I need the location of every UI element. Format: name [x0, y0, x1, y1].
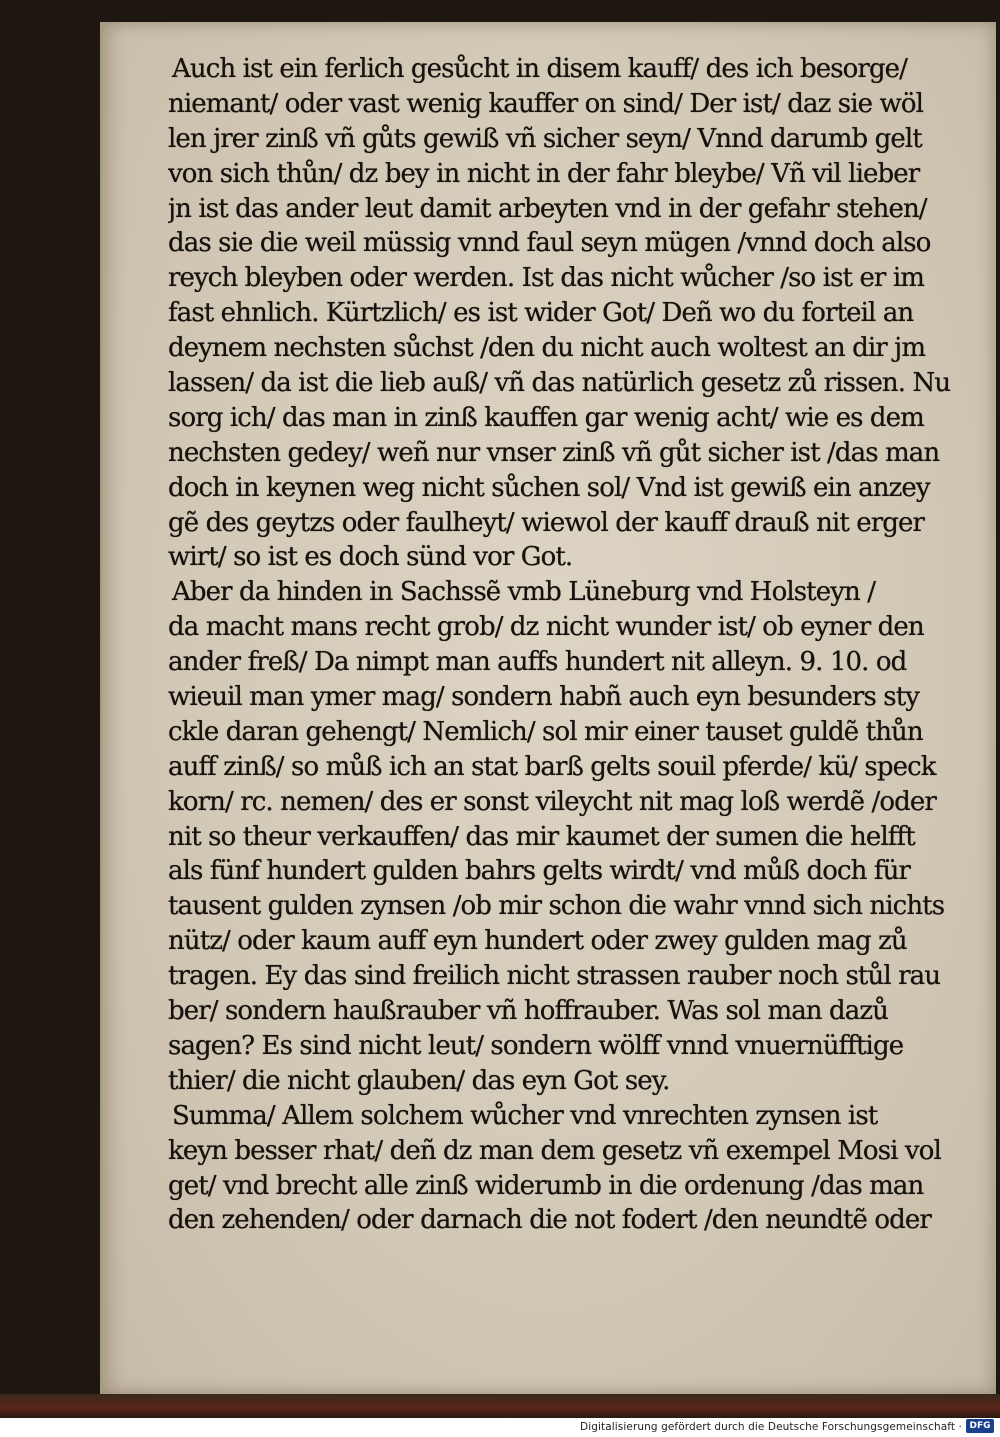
text-line: deynem nechsten sůchst /den du nicht auch woltest an dir jm: [168, 333, 926, 364]
text-line: als fünf hundert gulden bahrs gelts wirdt/ vnd můß doch für: [168, 856, 910, 887]
text-line: ber/ sondern haußrauber vñ hoffrauber. Was sol man dazů: [168, 996, 889, 1027]
text-line: tausent gulden zynsen /ob mir schon die wahr vnnd sich nichts: [168, 891, 945, 922]
text-line: wirt/ so ist es doch sünd vor Got.: [168, 542, 573, 573]
text-line: nechsten gedey/ weñ nur vnser zinß vñ gůt sicher ist /das man: [168, 437, 940, 468]
text-line: ander freß/ Da nimpt man auffs hundert nit alleyn. 9. 10. od: [168, 647, 907, 678]
text-line: len jrer zinß vñ gůts gewiß vñ sicher seyn/ Vnnd darumb gelt: [168, 123, 922, 154]
text-line: reych bleyben oder werden. Ist das nicht wůcher /so ist er im: [168, 263, 924, 294]
text-line: get/ vnd brecht alle zinß widerumb in die ordenung /das man: [168, 1170, 924, 1201]
text-line: jn ist das ander leut damit arbeyten vnd in der gefahr stehen/: [168, 193, 927, 224]
text-line: gẽ des geytzs oder faulheyt/ wiewol der kauff drauß nit erger: [168, 507, 925, 538]
text-line: sorg ich/ das man in zinß kauffen gar wenig acht/ wie es dem: [168, 402, 924, 433]
text-line: niemant/ oder vast wenig kauffer on sind/ Der ist/ daz sie wöl: [168, 88, 924, 119]
text-line: sagen? Es sind nicht leut/ sondern wölff vnnd vnuernüfftige: [168, 1030, 904, 1061]
text-line: wieuil man ymer mag/ sondern habñ auch eyn besunders sty: [168, 682, 920, 713]
text-line: thier/ die nicht glauben/ das eyn Got sey.: [168, 1065, 670, 1096]
text-line: da macht mans recht grob/ dz nicht wunder ist/ ob eyner den: [168, 612, 924, 643]
text-line: Aber da hinden in Sachssẽ vmb Lüneburg vnd Holsteyn /: [172, 577, 876, 608]
text-line: tragen. Ey das sind freilich nicht strassen rauber noch stůl rau: [168, 961, 941, 992]
text-line: das sie die weil müssig vnnd faul seyn mügen /vnnd doch also: [168, 228, 931, 259]
text-line: nit so theur verkauffen/ das mir kaumet der sumen die helfft: [168, 821, 915, 852]
text-line: Summa/ Allem solchem wůcher vnd vnrechten zynsen ist: [172, 1100, 878, 1131]
text-line: keyn besser rhat/ deñ dz man dem gesetz vñ exempel Mosi vol: [168, 1135, 941, 1166]
text-line: von sich thůn/ dz bey in nicht in der fahr bleybe/ Vñ vil lieber: [168, 158, 920, 189]
text-line: fast ehnlich. Kürtzlich/ es ist wider Got/ Deñ wo du forteil an: [168, 298, 914, 329]
text-line: auff zinß/ so můß ich an stat barß gelts souil pferde/ kü/ speck: [168, 751, 936, 782]
page-bottom-edge: [0, 1394, 1000, 1418]
page-text: [168, 52, 974, 1238]
text-line: lassen/ da ist die lieb auß/ vñ das natürlich gesetz zů rissen. Nu: [168, 368, 951, 399]
text-line: Auch ist ein ferlich gesůcht in disem kauff/ des ich besorge/: [172, 54, 908, 84]
dfg-logo: DFG: [966, 1419, 994, 1433]
text-line: ckle daran gehengt/ Nemlich/ sol mir einer tauset guldẽ thůn: [168, 716, 923, 747]
digitization-credit: Digitalisierung gefördert durch die Deutsche Forschungsgemeinschaft ·: [580, 1421, 962, 1433]
text-line: korn/ rc. nemen/ des er sonst vileycht nit mag loß werdẽ /oder: [168, 786, 936, 817]
text-line: doch in keynen weg nicht sůchen sol/ Vnd ist gewiß ein anzey: [168, 472, 930, 503]
text-line: den zehenden/ oder darnach die not fodert /den neundtẽ oder: [168, 1205, 931, 1236]
text-line: nütz/ oder kaum auff eyn hundert oder zwey gulden mag zů: [168, 926, 907, 957]
